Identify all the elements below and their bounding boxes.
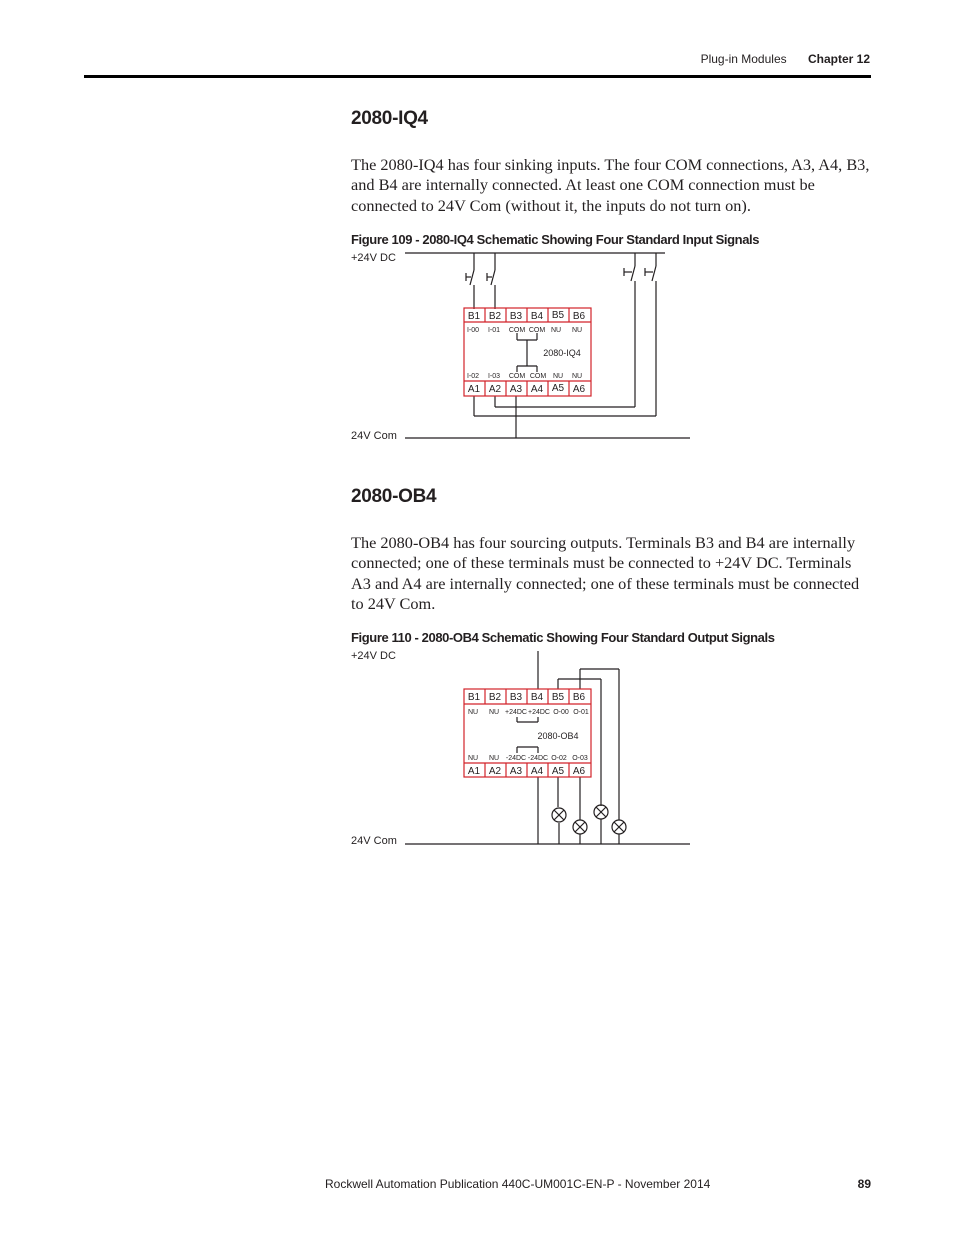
- figure-caption-110: Figure 110 - 2080-OB4 Schematic Showing Four Standard Output Signals: [351, 630, 775, 645]
- section-title-iq4: 2080-IQ4: [351, 108, 428, 129]
- ob4-signal-bottom: O-03: [572, 755, 588, 762]
- iq4-module-name: 2080-IQ4: [543, 348, 581, 358]
- iq4-signal-top: I-01: [487, 327, 501, 334]
- iq4-signal-top: NU: [571, 327, 583, 334]
- ob4-signal-top: NU: [488, 709, 500, 716]
- iq4-signal-top: I-00: [466, 327, 480, 334]
- ob4-supply-label: +24V DC: [351, 650, 396, 662]
- ob4-signal-bottom: -24DC: [527, 755, 549, 762]
- ob4-terminal-b2: B2: [488, 692, 502, 703]
- iq4-signal-bottom: NU: [571, 373, 583, 380]
- iq4-terminal-b5: B5: [551, 310, 565, 321]
- ob4-common-label: 24V Com: [351, 835, 397, 847]
- running-header: [701, 52, 870, 66]
- ob4-terminal-b5: B5: [551, 692, 565, 703]
- iq4-terminal-b6: B6: [572, 311, 586, 322]
- iq4-signal-bottom: I-02: [466, 373, 480, 380]
- ob4-terminal-a2: A2: [488, 766, 502, 777]
- ob4-terminal-a1: A1: [467, 766, 481, 777]
- ob4-signal-bottom: O-02: [551, 755, 567, 762]
- iq4-schematic: [0, 245, 954, 450]
- iq4-terminal-a6: A6: [572, 384, 586, 395]
- iq4-terminal-b4: B4: [530, 311, 544, 322]
- ob4-signal-bottom: -24DC: [505, 755, 527, 762]
- section-title-ob4: 2080-OB4: [351, 486, 437, 507]
- iq4-terminal-a2: A2: [488, 384, 502, 395]
- header-section: Plug-in Modules: [700, 52, 787, 66]
- ob4-signal-bottom: NU: [488, 755, 500, 762]
- ob4-terminal-a5: A5: [551, 766, 565, 777]
- iq4-terminal-b1: B1: [467, 311, 481, 322]
- paragraph-ob4: The 2080-OB4 has four sourcing outputs. Terminals B3 and B4 are internally connected; one of these terminals must be connected to +24V DC. Terminals A3 and A4 are internally connected; one of these terminals must be connected to 24V Com.: [351, 533, 860, 613]
- paragraph-iq4: The 2080-IQ4 has four sinking inputs. The four COM connections, A3, A4, B3, and B4 are internally connected. At least one COM connection must be connected to 24V Com (without it, the inputs do not turn on).: [351, 155, 870, 215]
- ob4-terminal-a3: A3: [509, 766, 523, 777]
- ob4-terminal-a6: A6: [572, 766, 586, 777]
- ob4-signal-top: NU: [467, 709, 479, 716]
- figure-caption-109: Figure 109 - 2080-IQ4 Schematic Showing Four Standard Input Signals: [351, 232, 760, 247]
- iq4-signal-bottom: COM: [508, 373, 526, 380]
- ob4-terminal-b1: B1: [467, 692, 481, 703]
- footer-publication: Rockwell Automation Publication 440C-UM001C-EN-P - November 2014: [325, 1177, 711, 1191]
- iq4-signal-bottom: NU: [552, 373, 564, 380]
- iq4-terminal-a4: A4: [530, 384, 544, 395]
- iq4-signal-top: COM: [528, 327, 546, 334]
- header-chapter: Chapter 12: [807, 52, 870, 66]
- iq4-signal-bottom: COM: [529, 373, 547, 380]
- iq4-terminal-a5: A5: [551, 383, 565, 394]
- ob4-signal-top: +24DC: [505, 709, 527, 716]
- ob4-terminal-a4: A4: [530, 766, 544, 777]
- iq4-signal-bottom: I-03: [487, 373, 501, 380]
- ob4-module-name: 2080-OB4: [537, 731, 579, 741]
- iq4-terminal-a1: A1: [467, 384, 481, 395]
- ob4-signal-bottom: NU: [467, 755, 479, 762]
- ob4-signal-top: O-00: [553, 709, 569, 716]
- ob4-signal-top: O-01: [573, 709, 589, 716]
- iq4-terminal-a3: A3: [509, 384, 523, 395]
- iq4-signal-top: COM: [508, 327, 526, 334]
- ob4-signal-top: +24DC: [528, 709, 550, 716]
- ob4-terminal-b3: B3: [509, 692, 523, 703]
- page-number: 89: [857, 1177, 871, 1191]
- iq4-signal-top: NU: [550, 327, 562, 334]
- header-rule: [84, 75, 871, 78]
- iq4-supply-label: +24V DC: [351, 252, 396, 264]
- ob4-schematic: [0, 645, 954, 855]
- iq4-common-label: 24V Com: [351, 430, 397, 442]
- iq4-terminal-b2: B2: [488, 311, 502, 322]
- ob4-terminal-b4: B4: [530, 692, 544, 703]
- ob4-terminal-b6: B6: [572, 692, 586, 703]
- iq4-terminal-b3: B3: [509, 311, 523, 322]
